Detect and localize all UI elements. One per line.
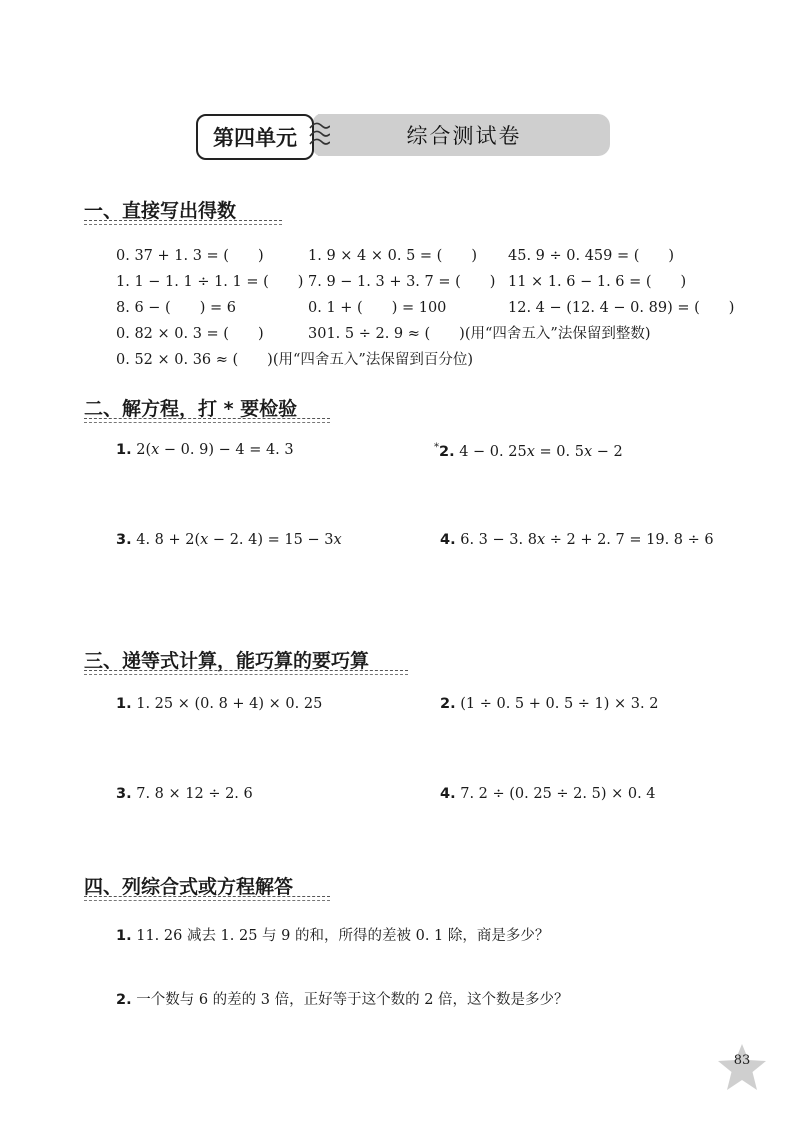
arith-2-3: 11 × 1. 6 − 1. 6 = ( )	[508, 274, 687, 290]
calc-2: 2. (1 ÷ 0. 5 + 0. 5 ÷ 1) × 3. 2	[440, 696, 659, 712]
heading-underline	[84, 224, 282, 225]
heading-underline	[84, 900, 330, 901]
word-problem-1: 1. 11. 26 减去 1. 25 与 9 的和，所得的差被 0. 1 除，商是多少？	[116, 928, 550, 944]
heading-underline	[84, 418, 330, 419]
swirl-ornament-icon	[308, 118, 330, 152]
arith-1-3: 45. 9 ÷ 0. 459 = ( )	[508, 248, 675, 264]
heading-underline	[84, 896, 330, 897]
page-title: 综合测试卷	[318, 114, 610, 156]
arith-3-3: 12. 4 − (12. 4 − 0. 89) = ( )	[508, 300, 735, 316]
heading-underline	[84, 422, 330, 423]
arith-4-1: 0. 82 × 0. 3 = ( )	[116, 326, 264, 342]
heading-underline	[84, 670, 408, 671]
word-problem-2: 2. 一个数与 6 的差的 3 倍，正好等于这个数的 2 倍，这个数是多少？	[116, 992, 569, 1008]
arith-2-2: 7. 9 − 1. 3 + 3. 7 = ( )	[308, 274, 496, 290]
arith-5-1: 0. 52 × 0. 36 ≈ ( )(用“四舍五入”法保留到百分位)	[116, 352, 473, 368]
calc-4: 4. 7. 2 ÷ (0. 25 ÷ 2. 5) × 0. 4	[440, 786, 656, 802]
heading-underline	[84, 674, 408, 675]
equation-3: 3. 4. 8 + 2(x − 2. 4) = 15 − 3x	[116, 532, 342, 548]
arith-2-1: 1. 1 − 1. 1 ÷ 1. 1 = ( )	[116, 274, 304, 290]
arith-1-2: 1. 9 × 4 × 0. 5 = ( )	[308, 248, 477, 264]
section-heading-2: 二、解方程，打 * 要检验	[84, 398, 298, 420]
unit-label: 第四单元	[196, 114, 314, 160]
section-heading-1: 一、直接写出得数	[84, 200, 237, 222]
star-icon	[716, 1042, 768, 1094]
arith-3-2: 0. 1 + ( ) = 100	[308, 300, 447, 316]
equation-1: 1. 2(x − 0. 9) − 4 = 4. 3	[116, 442, 294, 458]
section-heading-4: 四、列综合式或方程解答	[84, 876, 294, 898]
check-star-icon: *	[434, 442, 439, 453]
arith-4-2: 301. 5 ÷ 2. 9 ≈ ( )(用“四舍五入”法保留到整数)	[308, 326, 651, 342]
calc-1: 1. 1. 25 × (0. 8 + 4) × 0. 25	[116, 696, 323, 712]
section-heading-3: 三、递等式计算，能巧算的要巧算	[84, 650, 370, 672]
equation-2: *2. 4 − 0. 25x = 0. 5x − 2	[434, 442, 623, 460]
calc-3: 3. 7. 8 × 12 ÷ 2. 6	[116, 786, 253, 802]
arith-3-1: 8. 6 − ( ) = 6	[116, 300, 236, 316]
arith-1-1: 0. 37 + 1. 3 = ( )	[116, 248, 264, 264]
page-number: 83	[733, 1053, 751, 1068]
equation-4: 4. 6. 3 − 3. 8x ÷ 2 + 2. 7 = 19. 8 ÷ 6	[440, 532, 714, 548]
heading-underline	[84, 220, 282, 221]
